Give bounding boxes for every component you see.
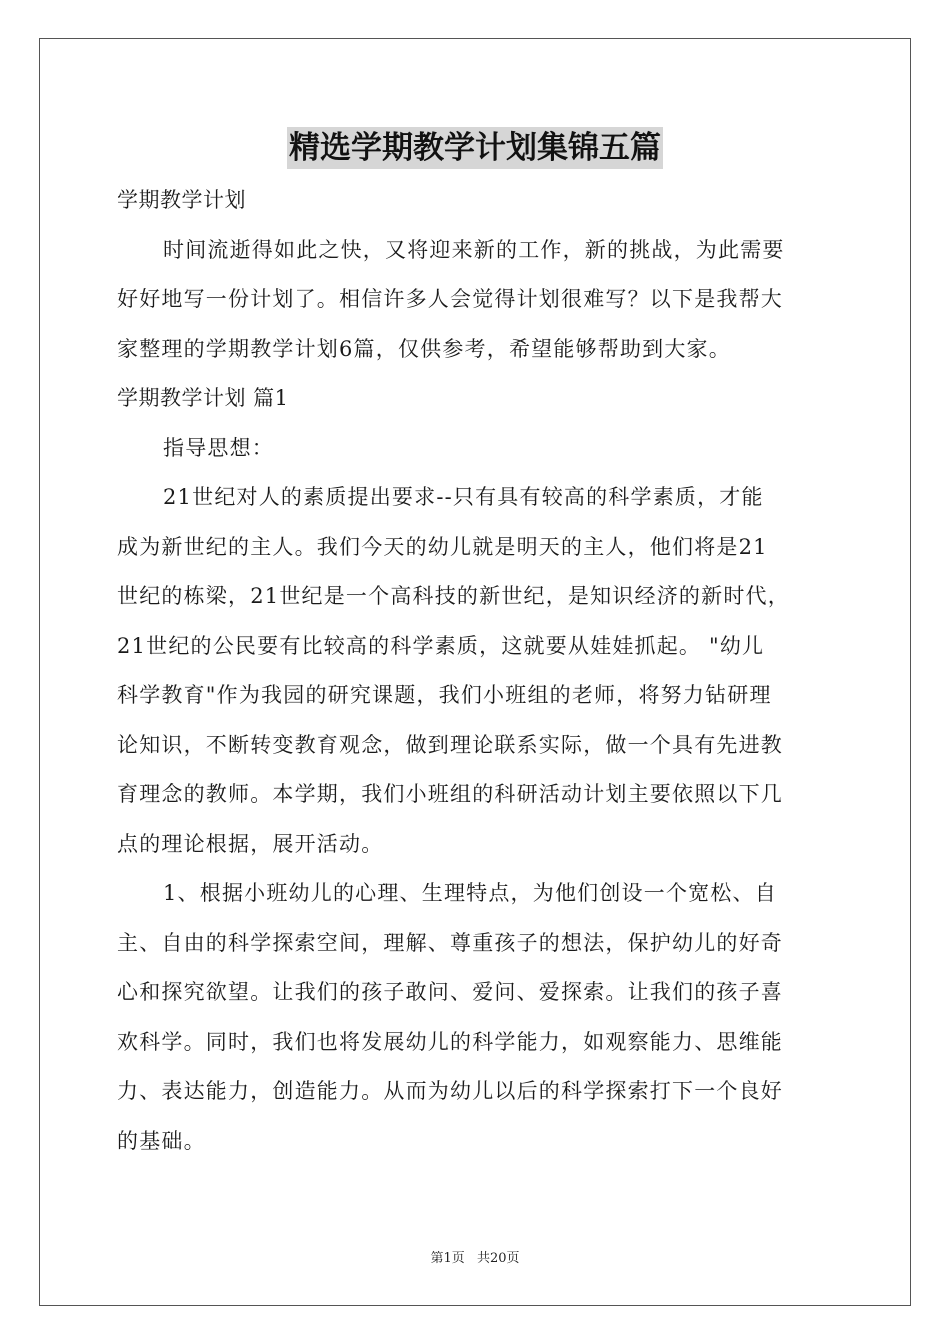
text-line: 21世纪对人的素质提出要求--只有具有较高的科学素质，才能 xyxy=(163,485,764,509)
text-line: 主、自由的科学探索空间，理解、尊重孩子的想法，保护幼儿的好奇 xyxy=(117,930,783,955)
text-line: 指导思想： xyxy=(163,435,274,460)
text-line: 21世纪的公民要有比较高的科学素质，这就要从娃娃抓起。 "幼儿 xyxy=(117,633,765,658)
text-line: 心和探究欲望。让我们的孩子敢问、爱问、爱探索。让我们的孩子喜 xyxy=(117,980,783,1004)
text-line: 的基础。 xyxy=(117,1128,206,1153)
text-line: 欢科学。同时，我们也将发展幼儿的科学能力，如观察能力、思维能 xyxy=(117,1029,783,1054)
text-line: 好好地写一份计划了。相信许多人会觉得计划很难写？以下是我帮大 xyxy=(117,287,783,311)
document-body xyxy=(117,176,837,1166)
page-footer xyxy=(0,1247,950,1266)
text-line: 1、根据小班幼儿的心理、生理特点，为他们创设一个宽松、自 xyxy=(163,881,777,905)
text-line: 育理念的教师。本学期，我们小班组的科研活动计划主要依照以下几 xyxy=(117,782,783,806)
document-title: 精选学期教学计划集锦五篇 xyxy=(287,127,663,169)
page-total: 共20页 xyxy=(476,1251,520,1266)
title-container xyxy=(0,127,950,169)
text-line: 家整理的学期教学计划6篇，仅供参考，希望能够帮助到大家。 xyxy=(117,336,731,361)
text-line: 点的理论根据，展开活动。 xyxy=(117,831,384,856)
text-line: 力、表达能力，创造能力。从而为幼儿以后的科学探索打下一个良好 xyxy=(117,1079,783,1103)
text-line: 世纪的栋梁，21世纪是一个高科技的新世纪，是知识经济的新时代， xyxy=(117,584,790,608)
text-line: 科学教育"作为我园的研究课题，我们小班组的老师，将努力钻研理 xyxy=(117,683,772,707)
text-line: 论知识，不断转变教育观念，做到理论联系实际，做一个具有先进教 xyxy=(117,732,783,757)
section-heading: 学期教学计划 xyxy=(117,188,246,212)
text-line: 时间流逝得如此之快，又将迎来新的工作，新的挑战，为此需要 xyxy=(163,237,785,262)
page-number: 第1页 xyxy=(430,1251,465,1266)
text-line: 成为新世纪的主人。我们今天的幼儿就是明天的主人，他们将是21 xyxy=(117,534,768,559)
section-heading: 学期教学计划 篇1 xyxy=(117,386,289,410)
